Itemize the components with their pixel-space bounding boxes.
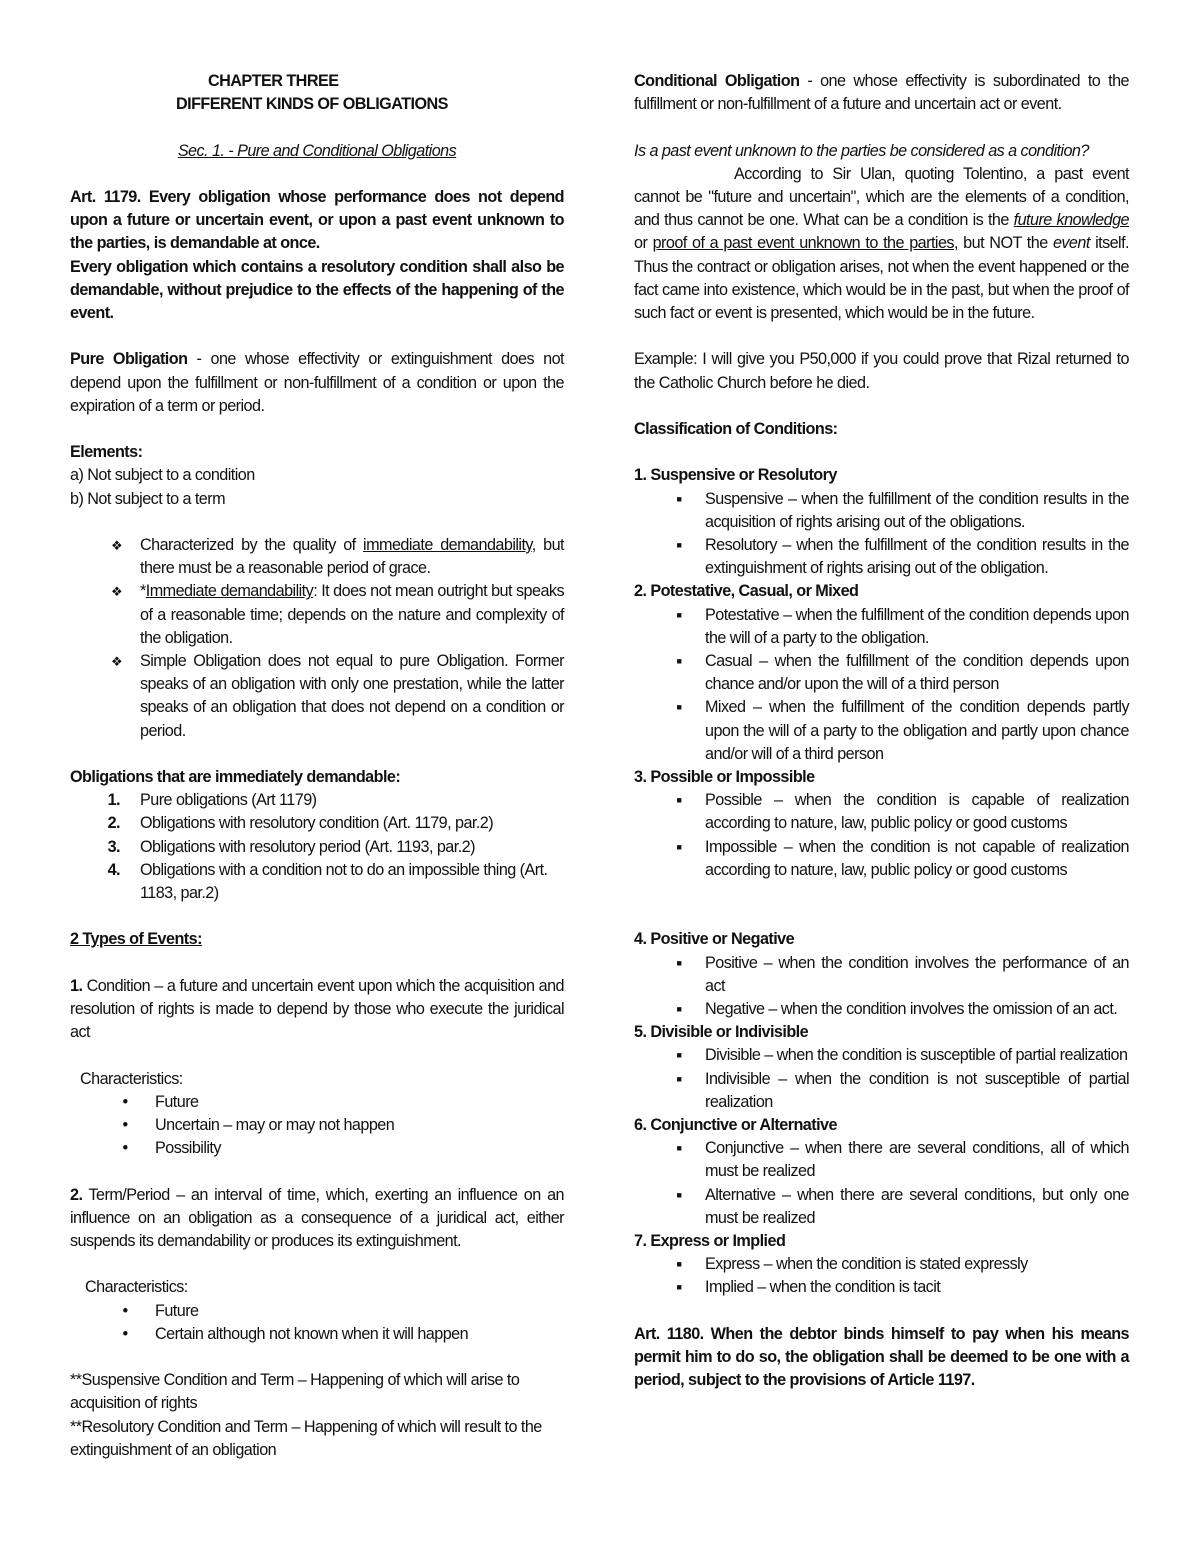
art-1179-paragraph-1: Art. 1179. Every obligation whose performance does not depend upon a future or uncertain event, or upon a past event unknown to the parties, is demandable at once. [70, 187, 564, 253]
classification-group-heading: 7. Express or Implied [634, 1232, 786, 1251]
square-bullet-item: ■ Conjunctive – when there are several conditions, all of which must be realized [634, 1137, 1129, 1183]
square-bullet-icon: ■ [676, 795, 682, 806]
square-bullet-item: ■ Possible – when the condition is capable of realization according to nature, law, public policy or good customs [634, 789, 1129, 835]
bullet-dot-icon: • [122, 1116, 128, 1134]
square-bullet-item: ■ Indivisible – when the condition is not susceptible of partial realization [634, 1068, 1129, 1114]
square-bullet-item: ■ Express – when the condition is stated expressly [634, 1253, 1129, 1276]
art-1179-paragraph-2: Every obligation which contains a resolutory condition shall also be demandable, without prejudice to the effects of the happening of the event. [70, 257, 564, 322]
square-bullet-item: ■ Casual – when the fulfillment of the condition depends upon chance and/or upon the will of a third person [634, 650, 1129, 696]
diamond-bullet-item: ❖ Simple Obligation does not equal to pure Obligation. Former speaks of an obligation with only one prestation, while the latter speaks of an obligation that does not depend on a condition or period. [70, 650, 564, 743]
left-column [70, 70, 564, 1462]
square-bullet-item: ■ Divisible – when the condition is susceptible of partial realization [634, 1044, 1129, 1067]
chapter-subtitle: DIFFERENT KINDS OF OBLIGATIONS [176, 95, 448, 114]
square-bullet-icon: ■ [676, 841, 682, 852]
pure-obligation-text: - one whose effectivity or extinguishment does not depend upon the fulfillment or non-fulfillment of a condition or upon the expiration of a term or period. [70, 350, 564, 415]
element-item: a) Not subject to a condition [70, 466, 255, 485]
square-bullet-item: ■ Impossible – when the condition is not capable of realization according to nature, law, public policy or good customs [634, 836, 1129, 882]
square-bullet-item: ■ Resolutory – when the fulfillment of the condition results in the extinguishment of rights arising out of the obligation. [634, 534, 1129, 580]
square-bullet-icon: ■ [676, 1073, 682, 1084]
numbered-item: 3. Obligations with resolutory period (Art. 1193, par.2) [107, 837, 475, 856]
bullet-dot-icon: • [122, 1139, 128, 1158]
dot-bullet-item: • Uncertain – may or may not happen [70, 1114, 564, 1137]
square-bullet-icon: ■ [676, 609, 682, 620]
square-bullet-icon: ■ [676, 1143, 682, 1154]
characteristics-label: Characteristics: [80, 1069, 183, 1088]
dot-bullet-item: • Future [70, 1300, 564, 1323]
square-bullet-icon: ■ [676, 957, 682, 968]
square-bullet-item: ■ Suspensive – when the fulfillment of the condition results in the acquisition of rights arising out of the obligations. [634, 488, 1129, 534]
dot-bullet-item: • Future [70, 1091, 564, 1114]
square-bullet-icon: ■ [676, 1259, 682, 1270]
square-bullet-item: ■ Alternative – when there are several conditions, but only one must be realized [634, 1184, 1129, 1230]
square-bullet-icon: ■ [676, 493, 682, 504]
square-bullet-icon: ■ [676, 1050, 682, 1061]
diamond-bullet-icon: ❖ [110, 654, 123, 669]
diamond-bullet-icon: ❖ [110, 537, 123, 553]
square-bullet-item: ■ Potestative – when the fulfillment of the condition depends upon the will of a party to the obligation. [634, 604, 1129, 650]
art-1180-paragraph: Art. 1180. When the debtor binds himself to pay when his means permit him to do so, the obligation shall be deemed to be one with a period, subject to the provisions of Article 1197. [634, 1324, 1129, 1390]
square-bullet-item: ■ Mixed – when the fulfillment of the condition depends partly upon the will of a party to the obligation and partly upon chance and/or will of a third person [634, 696, 1129, 766]
characteristics-label: Characteristics: [85, 1278, 188, 1297]
chapter-title: CHAPTER THREE [208, 72, 339, 90]
bullet-dot-icon: • [122, 1301, 128, 1320]
element-item: b) Not subject to a term [70, 489, 226, 508]
numbered-item: 1. Pure obligations (Art 1179) [107, 791, 317, 810]
condition-definition: 1. Condition – a future and uncertain event upon which the acquisition and resolution of rights is made to depend by those who execute the juridical act [70, 976, 564, 1042]
classification-group-heading: 6. Conjunctive or Alternative [634, 1116, 837, 1135]
example-paragraph: Example: I will give you P50,000 if you could prove that Rizal returned to the Catholic Church before he died. [634, 350, 1129, 392]
classification-group-heading: 5. Divisible or Indivisible [634, 1023, 809, 1042]
numbered-item: 2. Obligations with resolutory condition (Art. 1179, par.2) [107, 814, 494, 833]
square-bullet-item: ■ Positive – when the condition involves the performance of an act [634, 952, 1129, 998]
square-bullet-item: ■ Negative – when the condition involves the omission of an act. [634, 998, 1129, 1021]
right-column [634, 70, 1129, 1392]
square-bullet-icon: ■ [676, 1189, 682, 1200]
dot-bullet-item: • Possibility [70, 1137, 564, 1160]
classification-heading: Classification of Conditions: [634, 420, 838, 438]
square-bullet-item: ■ Implied – when the condition is tacit [634, 1276, 1129, 1299]
past-event-question: Is a past event unknown to the parties be considered as a condition? [634, 141, 1089, 160]
square-bullet-icon: ■ [676, 1282, 682, 1293]
bullet-dot-icon: • [122, 1092, 128, 1111]
suspensive-note: **Suspensive Condition and Term – Happening of which will arise to acquisition of rights [70, 1371, 520, 1413]
diamond-bullet-icon: ❖ [110, 584, 123, 600]
resolutory-note: **Resolutory Condition and Term – Happening of which will result to the extinguishment of an obligation [70, 1417, 542, 1459]
square-bullet-icon: ■ [676, 1004, 682, 1015]
dot-bullet-item: • Certain although not known when it will happen [70, 1323, 564, 1346]
conditional-obligation-definition: Conditional Obligation - one whose effectivity is subordinated to the fulfillment or non-fulfillment of a future and uncertain act or event. [634, 72, 1129, 114]
classification-group-heading: 2. Potestative, Casual, or Mixed [634, 582, 859, 601]
term-definition: 2. Term/Period – an interval of time, which, exerting an influence on an influence on an obligation as a consequence of a juridical act, either suspends its demandability or produces its extinguishment. [70, 1185, 564, 1250]
square-bullet-icon: ■ [676, 540, 682, 550]
square-bullet-icon: ■ [676, 656, 682, 667]
classification-group-heading: 3. Possible or Impossible [634, 768, 815, 787]
section-title: Sec. 1. - Pure and Conditional Obligations [177, 141, 457, 160]
immediately-demandable-heading: Obligations that are immediately demandable: [70, 768, 401, 786]
diamond-bullet-item: ❖ Characterized by the quality of immediate demandability, but there must be a reasonable period of grace. [70, 534, 564, 580]
classification-group-heading: 1. Suspensive or Resolutory [634, 466, 837, 485]
diamond-bullet-item: ❖ *Immediate demandability: It does not mean outright but speaks of a reasonable time; depends on the nature and complexity of the obligation. [70, 580, 564, 650]
classification-group-heading: 4. Positive or Negative [634, 930, 795, 949]
numbered-item: 4. Obligations with a condition not to do an impossible thing (Art. 1183, par.2) [107, 860, 548, 903]
square-bullet-icon: ■ [676, 702, 682, 713]
types-of-events-heading: 2 Types of Events: [70, 930, 202, 949]
pure-obligation-term: Pure Obligation [70, 350, 188, 369]
past-event-answer: According to Sir Ulan, quoting Tolentino, a past event cannot be "future and uncertain", which are the elements of a condition, and thus cannot be one. What can be a condition is the future knowledge or proof of a past event unknown to the parties, but NOT the event itself. Thus the contract or obligation arises, not when the event happened or the fact came into existence, which would be in the past, but when the proof of such fact or event is presented, which would be in the future. [634, 164, 1130, 323]
bullet-dot-icon: • [122, 1324, 128, 1343]
pure-obligation-definition [70, 348, 564, 418]
elements-heading: Elements: [70, 443, 143, 462]
